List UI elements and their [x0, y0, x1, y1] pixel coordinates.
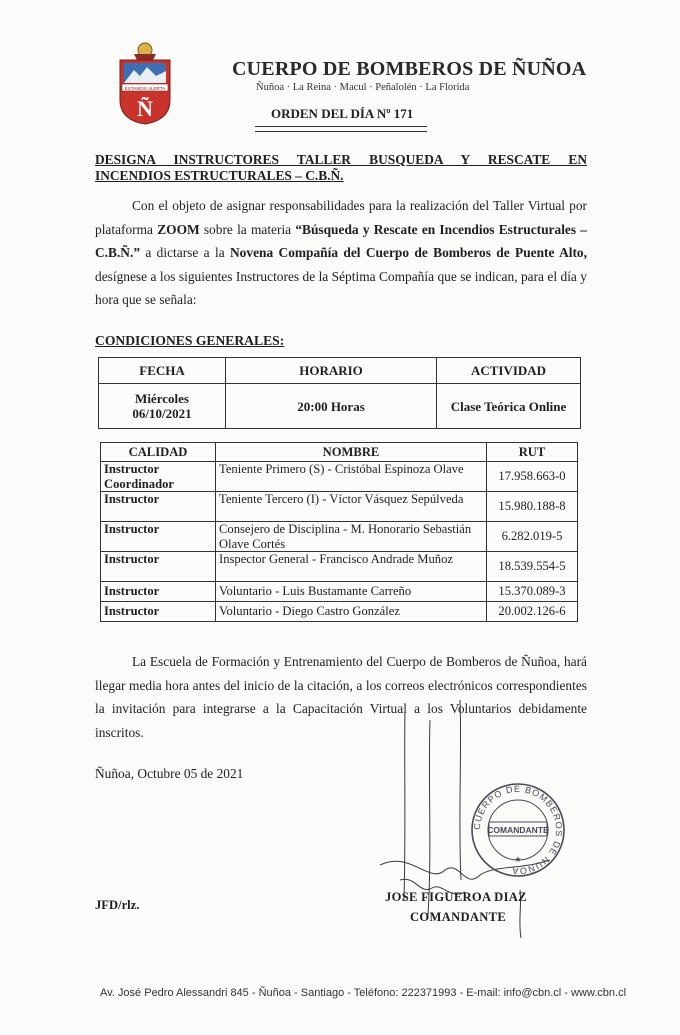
- col-header-horario: HORARIO: [226, 358, 437, 384]
- col-header-actividad: ACTIVIDAD: [437, 358, 581, 384]
- cell-calidad: Instructor: [101, 522, 216, 552]
- cell-calidad: Instructor: [101, 602, 216, 622]
- comandante-seal: [470, 782, 566, 878]
- cell-calidad: Instructor Coordinador: [101, 462, 216, 492]
- cell-nombre: Voluntario - Luis Bustamante Carreño: [216, 582, 487, 602]
- intro-text-2: sobre la materia: [199, 221, 296, 237]
- cell-actividad: Clase Teórica Online: [437, 384, 581, 429]
- subject-line-2: INCENDIOS ESTRUCTURALES – C.B.Ñ.: [95, 168, 344, 183]
- signer-role: COMANDANTE: [410, 910, 507, 924]
- seal-center-text: COMANDANTE: [487, 825, 549, 835]
- document-subject: [95, 152, 587, 184]
- table-row: [101, 492, 578, 522]
- footer-contact: Av. José Pedro Alessandri 845 - Ñuñoa - Santiago - Teléfono: 222371993 - E-mail: info@cbn.cl - www.cbn.cl: [100, 987, 627, 999]
- fecha-day: Miércoles: [135, 391, 189, 406]
- cell-nombre: Consejero de Disciplina - M. Honorario Sebastián Olave Cortés: [216, 522, 487, 552]
- order-number: ORDEN DEL DÍA Nº 171: [271, 106, 414, 121]
- seal-star-icon: ★: [514, 855, 522, 864]
- order-underline: [255, 126, 427, 132]
- cell-calidad: Instructor: [101, 582, 216, 602]
- crest-logo: [116, 40, 174, 126]
- cell-nombre: Voluntario - Diego Castro González: [216, 602, 487, 622]
- cell-calidad: Instructor: [101, 552, 216, 582]
- intro-subject-name: “Búsqueda y Rescate en Incendios Estructurales – C.B.Ñ.”: [95, 221, 587, 260]
- signer-name: JOSE FIGUEROA DIAZ: [385, 890, 527, 904]
- intro-text-4: desígnese a los siguientes Instructores de la Séptima Compañía que se indican, para el día y hora que se señala:: [95, 268, 587, 307]
- org-title: CUERPO DE BOMBEROS DE ÑUÑOA: [232, 58, 587, 80]
- cell-calidad: Instructor: [101, 492, 216, 522]
- intro-platform: ZOOM: [157, 221, 200, 237]
- cell-nombre: Inspector General - Francisco Andrade Muñoz: [216, 552, 487, 582]
- cell-rut: 15.980.188-8: [487, 492, 578, 522]
- intro-text-1: Con el objeto de asignar responsabilidades para la realización del Taller Virtual por plataforma: [95, 198, 587, 237]
- col-header-rut: RUT: [487, 443, 578, 462]
- table-row: [101, 522, 578, 552]
- cell-rut: 18.539.554-5: [487, 552, 578, 582]
- closing-paragraph: La Escuela de Formación y Entrenamiento del Cuerpo de Bomberos de Ñuñoa, hará llegar media hora antes del inicio de la citación, a los correos electrónicos correspondientes la invitación para integrarse a la Capacitación Virtual a los Voluntarios debidamente inscritos.: [95, 654, 587, 740]
- cell-rut: 6.282.019-5: [487, 522, 578, 552]
- cell-nombre: Teniente Primero (S) - Cristóbal Espinoza Olave: [216, 462, 487, 492]
- cell-rut: 17.958.663-0: [487, 462, 578, 492]
- table-row: [101, 582, 578, 602]
- author-initials: JFD/rlz.: [95, 898, 140, 912]
- table-row: [101, 552, 578, 582]
- table-row: [101, 602, 578, 622]
- crest-motto: ESTAMOS ALERTA: [124, 86, 166, 91]
- subject-line-1: DESIGNA INSTRUCTORES TALLER BUSQUEDA Y RESCATE EN: [95, 152, 587, 167]
- table-row: [101, 462, 578, 492]
- cell-rut: 15.370.089-3: [487, 582, 578, 602]
- conditions-title: CONDICIONES GENERALES:: [95, 333, 285, 348]
- cell-horario: 20:00 Horas: [226, 384, 437, 429]
- cell-rut: 20.002.126-6: [487, 602, 578, 622]
- cell-fecha: [99, 384, 226, 429]
- place-date: Ñuñoa, Octubre 05 de 2021: [95, 766, 244, 781]
- conditions-table: [98, 357, 581, 429]
- crest-letter: Ñ: [137, 96, 153, 121]
- seal-ring-text: CUERPO DE BOMBEROS DE ÑUÑOA: [471, 783, 565, 877]
- col-header-calidad: CALIDAD: [101, 443, 216, 462]
- fecha-date: 06/10/2021: [132, 406, 192, 421]
- intro-paragraph: [95, 194, 587, 312]
- intro-company: Novena Compañía del Cuerpo de Bomberos de Puente Alto,: [230, 245, 587, 260]
- instructors-table: [100, 442, 578, 622]
- col-header-nombre: NOMBRE: [216, 443, 487, 462]
- org-communes: Ñuñoa · La Reina · Macul · Peñalolén · La Florida: [256, 82, 470, 93]
- intro-text-3: a dictarse a la: [140, 245, 231, 260]
- col-header-fecha: FECHA: [99, 358, 226, 384]
- cell-nombre: Teniente Tercero (I) - Víctor Vásquez Sepúlveda: [216, 492, 487, 522]
